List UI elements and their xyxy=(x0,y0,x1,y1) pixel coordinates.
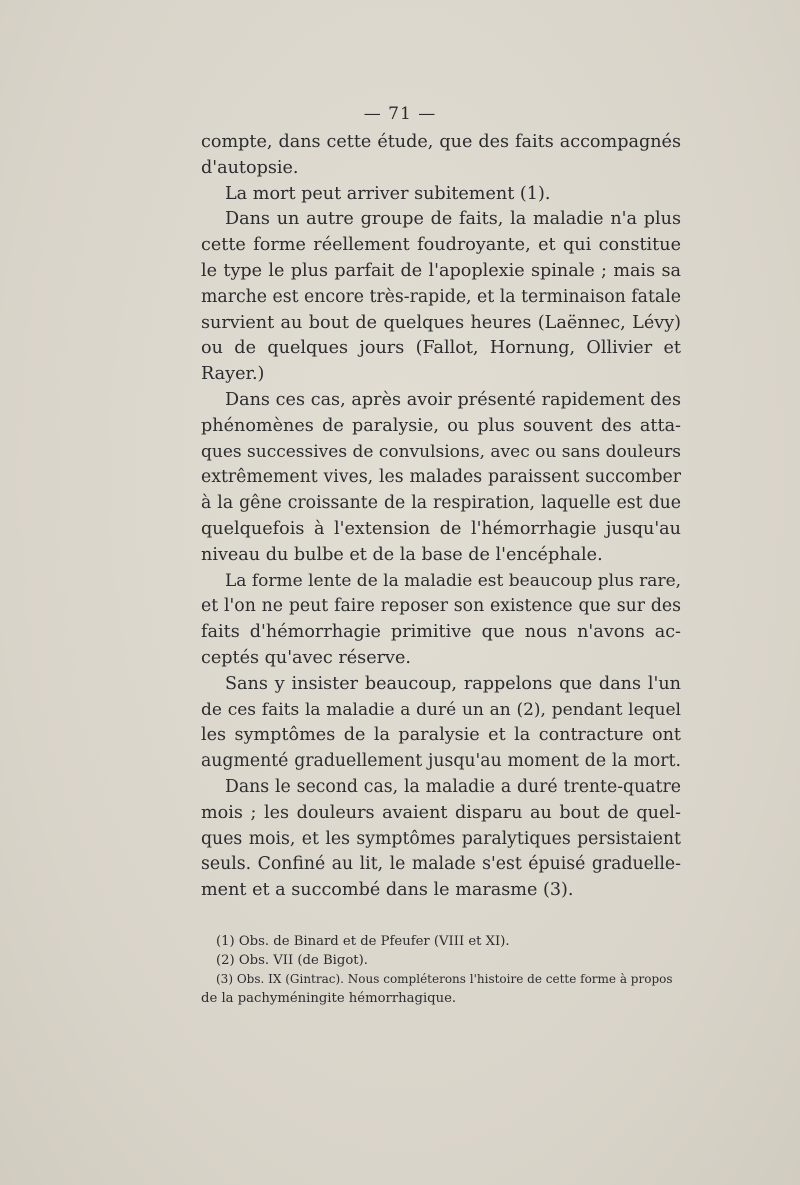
text-line: seuls. Confiné au lit, le malade s'est épuisé graduelle- xyxy=(201,854,681,875)
text-line: niveau du bulbe et de la base de l'encéphale. xyxy=(201,544,603,565)
text-line: survient au bout de quelques heures (Laënnec, Lévy) xyxy=(201,312,681,333)
text-line: faits d'hémorrhagie primitive que nous n'avons ac- xyxy=(201,622,681,643)
text-line: compte, dans cette étude, que des faits accompagnés xyxy=(201,132,681,152)
footnote: (2) Obs. VII (de Bigot). xyxy=(216,953,368,968)
text-line: La forme lente de la maladie est beaucoup plus rare, xyxy=(225,570,682,591)
text-line: ment et a succombé dans le marasme (3). xyxy=(201,880,574,901)
footnotes xyxy=(201,932,681,1008)
text-line: les symptômes de la paralysie et la contracture ont xyxy=(201,725,681,746)
text-line: d'autopsie. xyxy=(201,157,299,178)
text-line: mois ; les douleurs avaient disparu au bout de quel- xyxy=(201,802,681,823)
text-line: Sans y insister beaucoup, rappelons que dans l'un xyxy=(225,673,681,694)
footnote: (1) Obs. de Binard et de Pfeufer (VIII et XI). xyxy=(216,934,510,949)
text-line: ques mois, et les symptômes paralytiques persistaient xyxy=(201,828,681,849)
text-line: ou de quelques jours (Fallot, Hornung, Ollivier et xyxy=(201,338,681,359)
text-line: et l'on ne peut faire reposer son existence que sur des xyxy=(201,596,681,617)
body-text xyxy=(201,130,681,904)
text-line: marche est encore très-rapide, et la terminaison fatale xyxy=(201,286,681,307)
text-line: augmenté graduellement jusqu'au moment de la mort. xyxy=(201,751,681,772)
text-line: La mort peut arriver subitement (1). xyxy=(225,183,551,204)
text-line: Rayer.) xyxy=(201,364,265,385)
text-line: ceptés qu'avec réserve. xyxy=(201,647,411,668)
text-line: phénomènes de paralysie, ou plus souvent des atta- xyxy=(201,415,681,436)
text-line: ques successives de convulsions, avec ou sans douleurs xyxy=(201,441,682,462)
footnote: de la pachyméningite hémorrhagique. xyxy=(201,991,457,1006)
text-line: Dans ces cas, après avoir présenté rapidement des xyxy=(225,389,681,410)
text-line: de ces faits la maladie a duré un an (2), pendant lequel xyxy=(201,699,681,720)
text-line: extrêmement vives, les malades paraissent succomber xyxy=(201,467,681,488)
text-line: Dans le second cas, la maladie a duré trente-quatre xyxy=(225,776,681,797)
text-line: à la gêne croissante de la respiration, laquelle est due xyxy=(201,493,681,514)
text-line: quelquefois à l'extension de l'hémorrhagie jusqu'au xyxy=(201,518,681,539)
text-line: cette forme réellement foudroyante, et qui constitue xyxy=(201,235,681,256)
text-line: le type le plus parfait de l'apoplexie spinale ; mais sa xyxy=(201,260,681,281)
footnote: (3) Obs. IX (Gintrac). Nous compléterons l'histoire de cette forme à propos xyxy=(216,972,673,986)
text-line: Dans un autre groupe de faits, la maladie n'a plus xyxy=(225,209,681,230)
page-number: — 71 — xyxy=(363,104,437,124)
